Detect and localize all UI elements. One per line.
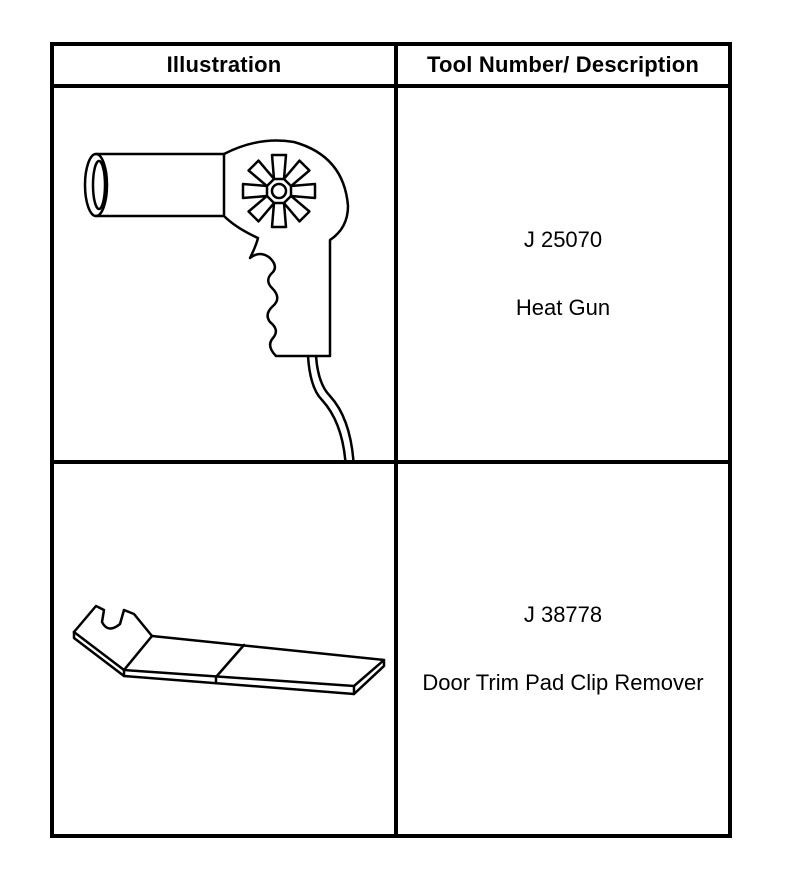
tool-number: J 38778 (523, 602, 603, 627)
table-row (54, 464, 728, 834)
illustration-cell (54, 88, 398, 460)
tool-description: Door Trim Pad Clip Remover (422, 670, 704, 695)
table-header-row (54, 46, 728, 88)
tool-description: Heat Gun (515, 295, 611, 320)
table-row (54, 88, 728, 464)
description-cell (398, 464, 728, 834)
heat-gun-icon (54, 88, 394, 460)
trim-pad-clip-remover-icon (54, 464, 394, 830)
description-cell (398, 88, 728, 460)
illustration-cell (54, 464, 398, 834)
tool-number: J 25070 (523, 227, 603, 252)
header-illustration: Illustration (54, 46, 398, 84)
header-tool-number-description: Tool Number/ Description (426, 52, 700, 77)
tool-table (50, 42, 732, 838)
